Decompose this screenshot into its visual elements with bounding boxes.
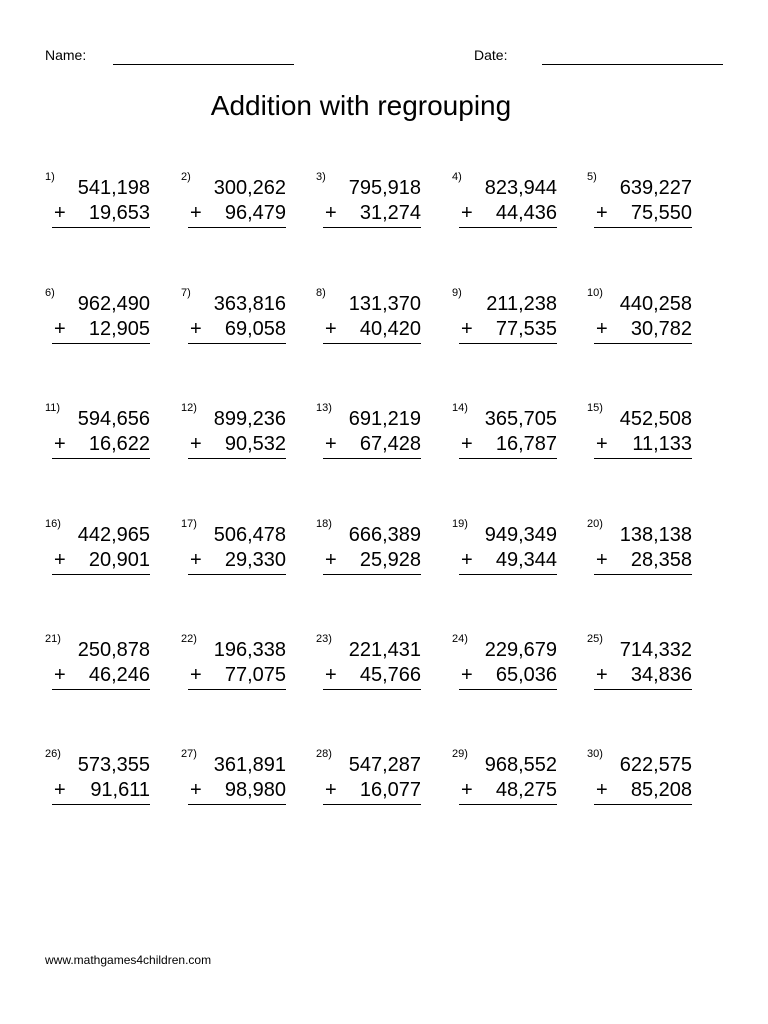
- name-label: Name:: [45, 47, 87, 63]
- problem-item: [452, 518, 557, 598]
- problem-bottom-addend: 98,980: [224, 779, 286, 801]
- plus-sign: +: [596, 318, 608, 340]
- answer-line: [594, 689, 692, 690]
- problem-bottom-addend: 25,928: [359, 549, 421, 571]
- problem-bottom-addend: 34,836: [630, 664, 692, 686]
- answer-line: [594, 227, 692, 228]
- problem-top-addend: 138,138: [619, 524, 692, 546]
- problem-number: 22): [181, 633, 197, 645]
- answer-line: [188, 689, 286, 690]
- problem-item: [45, 633, 150, 713]
- problem-item: [181, 402, 286, 482]
- plus-sign: +: [325, 664, 337, 686]
- problem-top-addend: 131,370: [348, 293, 421, 315]
- problem-top-addend: 440,258: [619, 293, 692, 315]
- problem-bottom-addend: 11,133: [632, 433, 692, 455]
- problem-bottom-addend: 31,274: [359, 202, 421, 224]
- problem-top-addend: 363,816: [213, 293, 286, 315]
- answer-line: [459, 804, 557, 805]
- problem-item: [452, 633, 557, 713]
- problem-number: 15): [587, 402, 603, 414]
- problem-bottom-addend: 77,075: [224, 664, 286, 686]
- problem-item: [587, 748, 692, 828]
- plus-sign: +: [596, 779, 608, 801]
- plus-sign: +: [325, 433, 337, 455]
- problem-top-addend: 968,552: [484, 754, 557, 776]
- problem-number: 24): [452, 633, 468, 645]
- answer-line: [52, 804, 150, 805]
- answer-line: [323, 574, 421, 575]
- plus-sign: +: [596, 433, 608, 455]
- problem-item: [452, 287, 557, 367]
- problem-bottom-addend: 85,208: [630, 779, 692, 801]
- problem-top-addend: 541,198: [77, 177, 150, 199]
- answer-line: [52, 227, 150, 228]
- problem-bottom-addend: 12,905: [88, 318, 150, 340]
- plus-sign: +: [54, 433, 66, 455]
- plus-sign: +: [461, 318, 473, 340]
- problem-number: 14): [452, 402, 468, 414]
- problem-number: 27): [181, 748, 197, 760]
- answer-line: [52, 574, 150, 575]
- problem-bottom-addend: 65,036: [495, 664, 557, 686]
- problem-number: 8): [316, 287, 326, 299]
- plus-sign: +: [461, 202, 473, 224]
- problem-bottom-addend: 40,420: [359, 318, 421, 340]
- plus-sign: +: [325, 202, 337, 224]
- problem-bottom-addend: 91,611: [90, 779, 150, 801]
- plus-sign: +: [190, 433, 202, 455]
- problem-item: [181, 171, 286, 251]
- problem-item: [316, 287, 421, 367]
- problem-top-addend: 211,238: [486, 293, 557, 315]
- problem-number: 20): [587, 518, 603, 530]
- problem-bottom-addend: 44,436: [495, 202, 557, 224]
- problem-number: 2): [181, 171, 191, 183]
- answer-line: [459, 689, 557, 690]
- plus-sign: +: [325, 779, 337, 801]
- answer-line: [323, 343, 421, 344]
- problem-bottom-addend: 96,479: [224, 202, 286, 224]
- problem-number: 6): [45, 287, 55, 299]
- problem-item: [45, 518, 150, 598]
- plus-sign: +: [190, 549, 202, 571]
- problem-item: [316, 633, 421, 713]
- plus-sign: +: [325, 549, 337, 571]
- problem-top-addend: 639,227: [619, 177, 692, 199]
- problem-item: [316, 748, 421, 828]
- problem-item: [181, 518, 286, 598]
- problem-number: 12): [181, 402, 197, 414]
- problem-item: [587, 287, 692, 367]
- answer-line: [52, 343, 150, 344]
- plus-sign: +: [54, 664, 66, 686]
- problem-number: 30): [587, 748, 603, 760]
- problem-item: [181, 748, 286, 828]
- problem-top-addend: 573,355: [77, 754, 150, 776]
- problem-number: 28): [316, 748, 332, 760]
- answer-line: [188, 574, 286, 575]
- problem-top-addend: 714,332: [619, 639, 692, 661]
- plus-sign: +: [461, 779, 473, 801]
- plus-sign: +: [461, 549, 473, 571]
- problem-item: [452, 402, 557, 482]
- answer-line: [188, 458, 286, 459]
- problem-item: [181, 287, 286, 367]
- problem-top-addend: 962,490: [77, 293, 150, 315]
- problem-top-addend: 594,656: [77, 408, 150, 430]
- answer-line: [594, 458, 692, 459]
- problem-bottom-addend: 49,344: [495, 549, 557, 571]
- problem-bottom-addend: 67,428: [359, 433, 421, 455]
- problem-number: 23): [316, 633, 332, 645]
- problem-bottom-addend: 45,766: [359, 664, 421, 686]
- problem-item: [45, 171, 150, 251]
- problem-number: 1): [45, 171, 55, 183]
- problem-number: 18): [316, 518, 332, 530]
- footer-url: www.mathgames4children.com: [45, 953, 212, 967]
- plus-sign: +: [54, 779, 66, 801]
- problem-top-addend: 442,965: [77, 524, 150, 546]
- answer-line: [459, 574, 557, 575]
- plus-sign: +: [596, 202, 608, 224]
- problem-top-addend: 361,891: [213, 754, 286, 776]
- problem-bottom-addend: 77,535: [495, 318, 557, 340]
- problem-number: 11): [45, 402, 61, 414]
- problem-item: [452, 171, 557, 251]
- problem-number: 21): [45, 633, 61, 645]
- problem-number: 17): [181, 518, 197, 530]
- answer-line: [323, 689, 421, 690]
- problem-top-addend: 229,679: [484, 639, 557, 661]
- problem-top-addend: 196,338: [213, 639, 286, 661]
- answer-line: [459, 343, 557, 344]
- problem-top-addend: 250,878: [77, 639, 150, 661]
- problem-number: 19): [452, 518, 468, 530]
- plus-sign: +: [190, 202, 202, 224]
- problem-top-addend: 365,705: [484, 408, 557, 430]
- problem-item: [316, 518, 421, 598]
- problem-number: 16): [45, 518, 61, 530]
- plus-sign: +: [190, 664, 202, 686]
- problem-item: [181, 633, 286, 713]
- plus-sign: +: [596, 664, 608, 686]
- plus-sign: +: [461, 664, 473, 686]
- problem-top-addend: 691,219: [348, 408, 421, 430]
- plus-sign: +: [54, 318, 66, 340]
- problem-item: [45, 287, 150, 367]
- problem-bottom-addend: 16,622: [88, 433, 150, 455]
- problem-item: [587, 171, 692, 251]
- problem-bottom-addend: 29,330: [224, 549, 286, 571]
- problem-number: 26): [45, 748, 61, 760]
- problem-top-addend: 795,918: [348, 177, 421, 199]
- problem-number: 29): [452, 748, 468, 760]
- problem-item: [587, 518, 692, 598]
- problem-bottom-addend: 46,246: [88, 664, 150, 686]
- problem-top-addend: 300,262: [213, 177, 286, 199]
- problem-bottom-addend: 48,275: [495, 779, 557, 801]
- problem-item: [45, 748, 150, 828]
- answer-line: [52, 458, 150, 459]
- problem-top-addend: 949,349: [484, 524, 557, 546]
- answer-line: [459, 458, 557, 459]
- problem-number: 7): [181, 287, 191, 299]
- plus-sign: +: [596, 549, 608, 571]
- problem-bottom-addend: 19,653: [88, 202, 150, 224]
- problem-bottom-addend: 28,358: [630, 549, 692, 571]
- problem-item: [316, 402, 421, 482]
- problem-bottom-addend: 20,901: [88, 549, 150, 571]
- answer-line: [323, 804, 421, 805]
- answer-line: [52, 689, 150, 690]
- problem-number: 9): [452, 287, 462, 299]
- problem-bottom-addend: 16,787: [495, 433, 557, 455]
- answer-line: [594, 574, 692, 575]
- problem-number: 3): [316, 171, 326, 183]
- problem-bottom-addend: 30,782: [630, 318, 692, 340]
- problem-number: 5): [587, 171, 597, 183]
- answer-line: [323, 227, 421, 228]
- problem-item: [587, 402, 692, 482]
- plus-sign: +: [190, 779, 202, 801]
- problem-top-addend: 221,431: [348, 639, 421, 661]
- problem-top-addend: 666,389: [348, 524, 421, 546]
- problem-number: 10): [587, 287, 603, 299]
- problem-item: [316, 171, 421, 251]
- problem-bottom-addend: 75,550: [630, 202, 692, 224]
- problem-top-addend: 547,287: [348, 754, 421, 776]
- answer-line: [323, 458, 421, 459]
- problem-top-addend: 506,478: [213, 524, 286, 546]
- date-label: Date:: [474, 47, 508, 63]
- problem-number: 4): [452, 171, 462, 183]
- problem-top-addend: 622,575: [619, 754, 692, 776]
- problem-number: 25): [587, 633, 603, 645]
- problem-item: [587, 633, 692, 713]
- problem-bottom-addend: 16,077: [359, 779, 421, 801]
- problem-item: [452, 748, 557, 828]
- problem-bottom-addend: 90,532: [224, 433, 286, 455]
- plus-sign: +: [54, 202, 66, 224]
- problem-top-addend: 452,508: [619, 408, 692, 430]
- answer-line: [594, 343, 692, 344]
- problem-item: [45, 402, 150, 482]
- problem-top-addend: 899,236: [213, 408, 286, 430]
- problem-bottom-addend: 69,058: [224, 318, 286, 340]
- worksheet-title: Addition with regrouping: [210, 90, 512, 121]
- plus-sign: +: [190, 318, 202, 340]
- plus-sign: +: [461, 433, 473, 455]
- problem-top-addend: 823,944: [484, 177, 557, 199]
- answer-line: [188, 343, 286, 344]
- plus-sign: +: [325, 318, 337, 340]
- answer-line: [459, 227, 557, 228]
- answer-line: [188, 227, 286, 228]
- answer-line: [594, 804, 692, 805]
- plus-sign: +: [54, 549, 66, 571]
- problem-number: 13): [316, 402, 332, 414]
- answer-line: [188, 804, 286, 805]
